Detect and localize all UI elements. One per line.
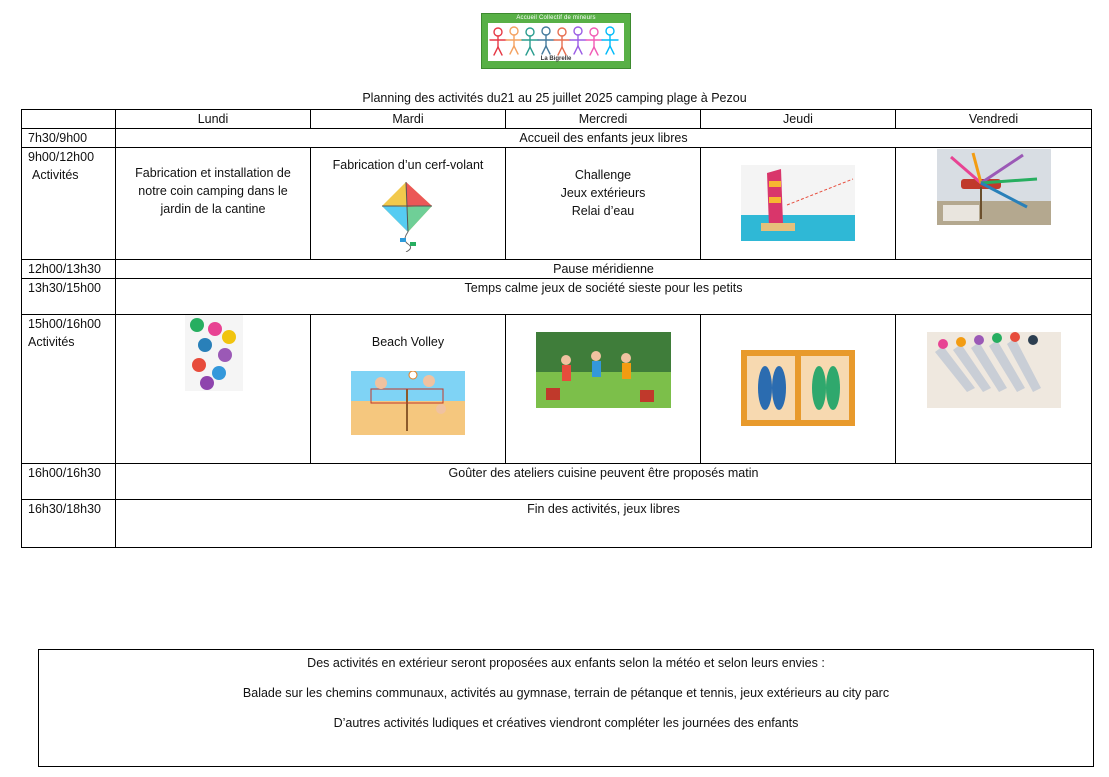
activities-planning-table	[21, 109, 1092, 548]
cell-morning-mercredi	[506, 148, 701, 260]
time-afternoon-range: 15h00/16h00	[28, 317, 101, 331]
day-header-jeudi: Jeudi	[701, 110, 896, 129]
lundi-morning-text: Fabrication et installation de notre coin camping dans le jardin de la cantine	[135, 166, 291, 216]
row-morning	[22, 148, 1092, 260]
paper-sword-craft-image	[927, 332, 1061, 408]
row-gouter	[22, 464, 1092, 500]
day-header-mercredi: Mercredi	[506, 110, 701, 129]
paper-sword-craft-icon	[927, 332, 1061, 408]
beach-volley-icon	[351, 371, 465, 435]
children-outdoor-games-icon	[536, 332, 671, 408]
calme-text: Temps calme jeux de société sieste pour les petits	[116, 279, 1092, 315]
logo-title: Accueil Collectif de mineurs	[516, 15, 596, 21]
flip-flop-craft-image	[741, 350, 855, 426]
logo-name: La Bigrelle	[540, 56, 572, 62]
time-afternoon-label: Activités	[28, 335, 75, 349]
cell-afternoon-mercredi	[506, 315, 701, 464]
time-pause: 12h00/13h30	[22, 260, 116, 279]
flower-garland-image	[185, 315, 243, 391]
mercredi-morning-item-1: Challenge	[574, 168, 632, 182]
pinwheel-image	[937, 149, 1051, 225]
cell-morning-jeudi	[701, 148, 896, 260]
flip-flop-craft-icon	[741, 350, 855, 426]
pinwheel-bottle-icon	[937, 149, 1051, 225]
mercredi-morning-item-2: Jeux extérieurs	[560, 186, 646, 200]
cell-morning-mardi	[311, 148, 506, 260]
accueil-text: Accueil des enfants jeux libres	[116, 129, 1092, 148]
time-fin: 16h30/18h30	[22, 500, 116, 548]
day-header-mardi: Mardi	[311, 110, 506, 129]
cell-afternoon-mardi	[311, 315, 506, 464]
mardi-afternoon-text: Beach Volley	[371, 335, 445, 349]
header-corner	[22, 110, 116, 129]
time-morning-range: 9h00/12h00	[28, 150, 95, 164]
sailboat-craft-icon	[741, 165, 855, 241]
time-gouter: 16h00/16h30	[22, 464, 116, 500]
row-calme	[22, 279, 1092, 315]
fin-text: Fin des activités, jeux libres	[116, 500, 1092, 548]
pause-text: Pause méridienne	[116, 260, 1092, 279]
gouter-text: Goûter des ateliers cuisine peuvent être proposés matin	[116, 464, 1092, 500]
time-calme: 13h30/15h00	[22, 279, 116, 315]
mercredi-morning-list	[506, 148, 700, 220]
time-afternoon	[22, 315, 116, 464]
table-header-row	[22, 110, 1092, 129]
cell-morning-lundi	[116, 148, 311, 260]
row-pause	[22, 260, 1092, 279]
day-header-vendredi: Vendredi	[896, 110, 1092, 129]
mardi-morning-text: Fabrication d’un cerf-volant	[332, 158, 484, 172]
row-fin	[22, 500, 1092, 548]
logo	[481, 13, 631, 69]
sailboat-image	[741, 165, 855, 241]
cell-morning-vendredi	[896, 148, 1092, 260]
outdoor-activities-notes	[38, 649, 1094, 767]
logo-artwork	[488, 23, 624, 61]
day-header-lundi: Lundi	[116, 110, 311, 129]
flower-garland-icon	[185, 315, 243, 391]
kite-image	[378, 180, 438, 252]
cell-afternoon-jeudi	[701, 315, 896, 464]
notes-line-3: D’autres activités ludiques et créatives viendront compléter les journées des enfants	[333, 716, 799, 730]
row-accueil	[22, 129, 1092, 148]
kite-icon	[378, 180, 438, 252]
notes-line-1: Des activités en extérieur seront proposées aux enfants selon la météo et selon leurs envies :	[307, 656, 825, 670]
time-accueil: 7h30/9h00	[22, 129, 116, 148]
time-morning	[22, 148, 116, 260]
outdoor-games-image	[536, 332, 671, 408]
cell-afternoon-lundi	[116, 315, 311, 464]
mercredi-morning-item-3: Relai d’eau	[571, 204, 635, 218]
notes-line-2: Balade sur les chemins communaux, activités au gymnase, terrain de pétanque et tennis, jeux extérieurs au city parc	[242, 686, 890, 700]
time-morning-label: Activités	[32, 168, 79, 182]
page-title: Planning des activités du21 au 25 juillet 2025 camping plage à Pezou	[362, 91, 747, 105]
beach-volley-image	[351, 371, 465, 435]
cell-afternoon-vendredi	[896, 315, 1092, 464]
row-afternoon	[22, 315, 1092, 464]
